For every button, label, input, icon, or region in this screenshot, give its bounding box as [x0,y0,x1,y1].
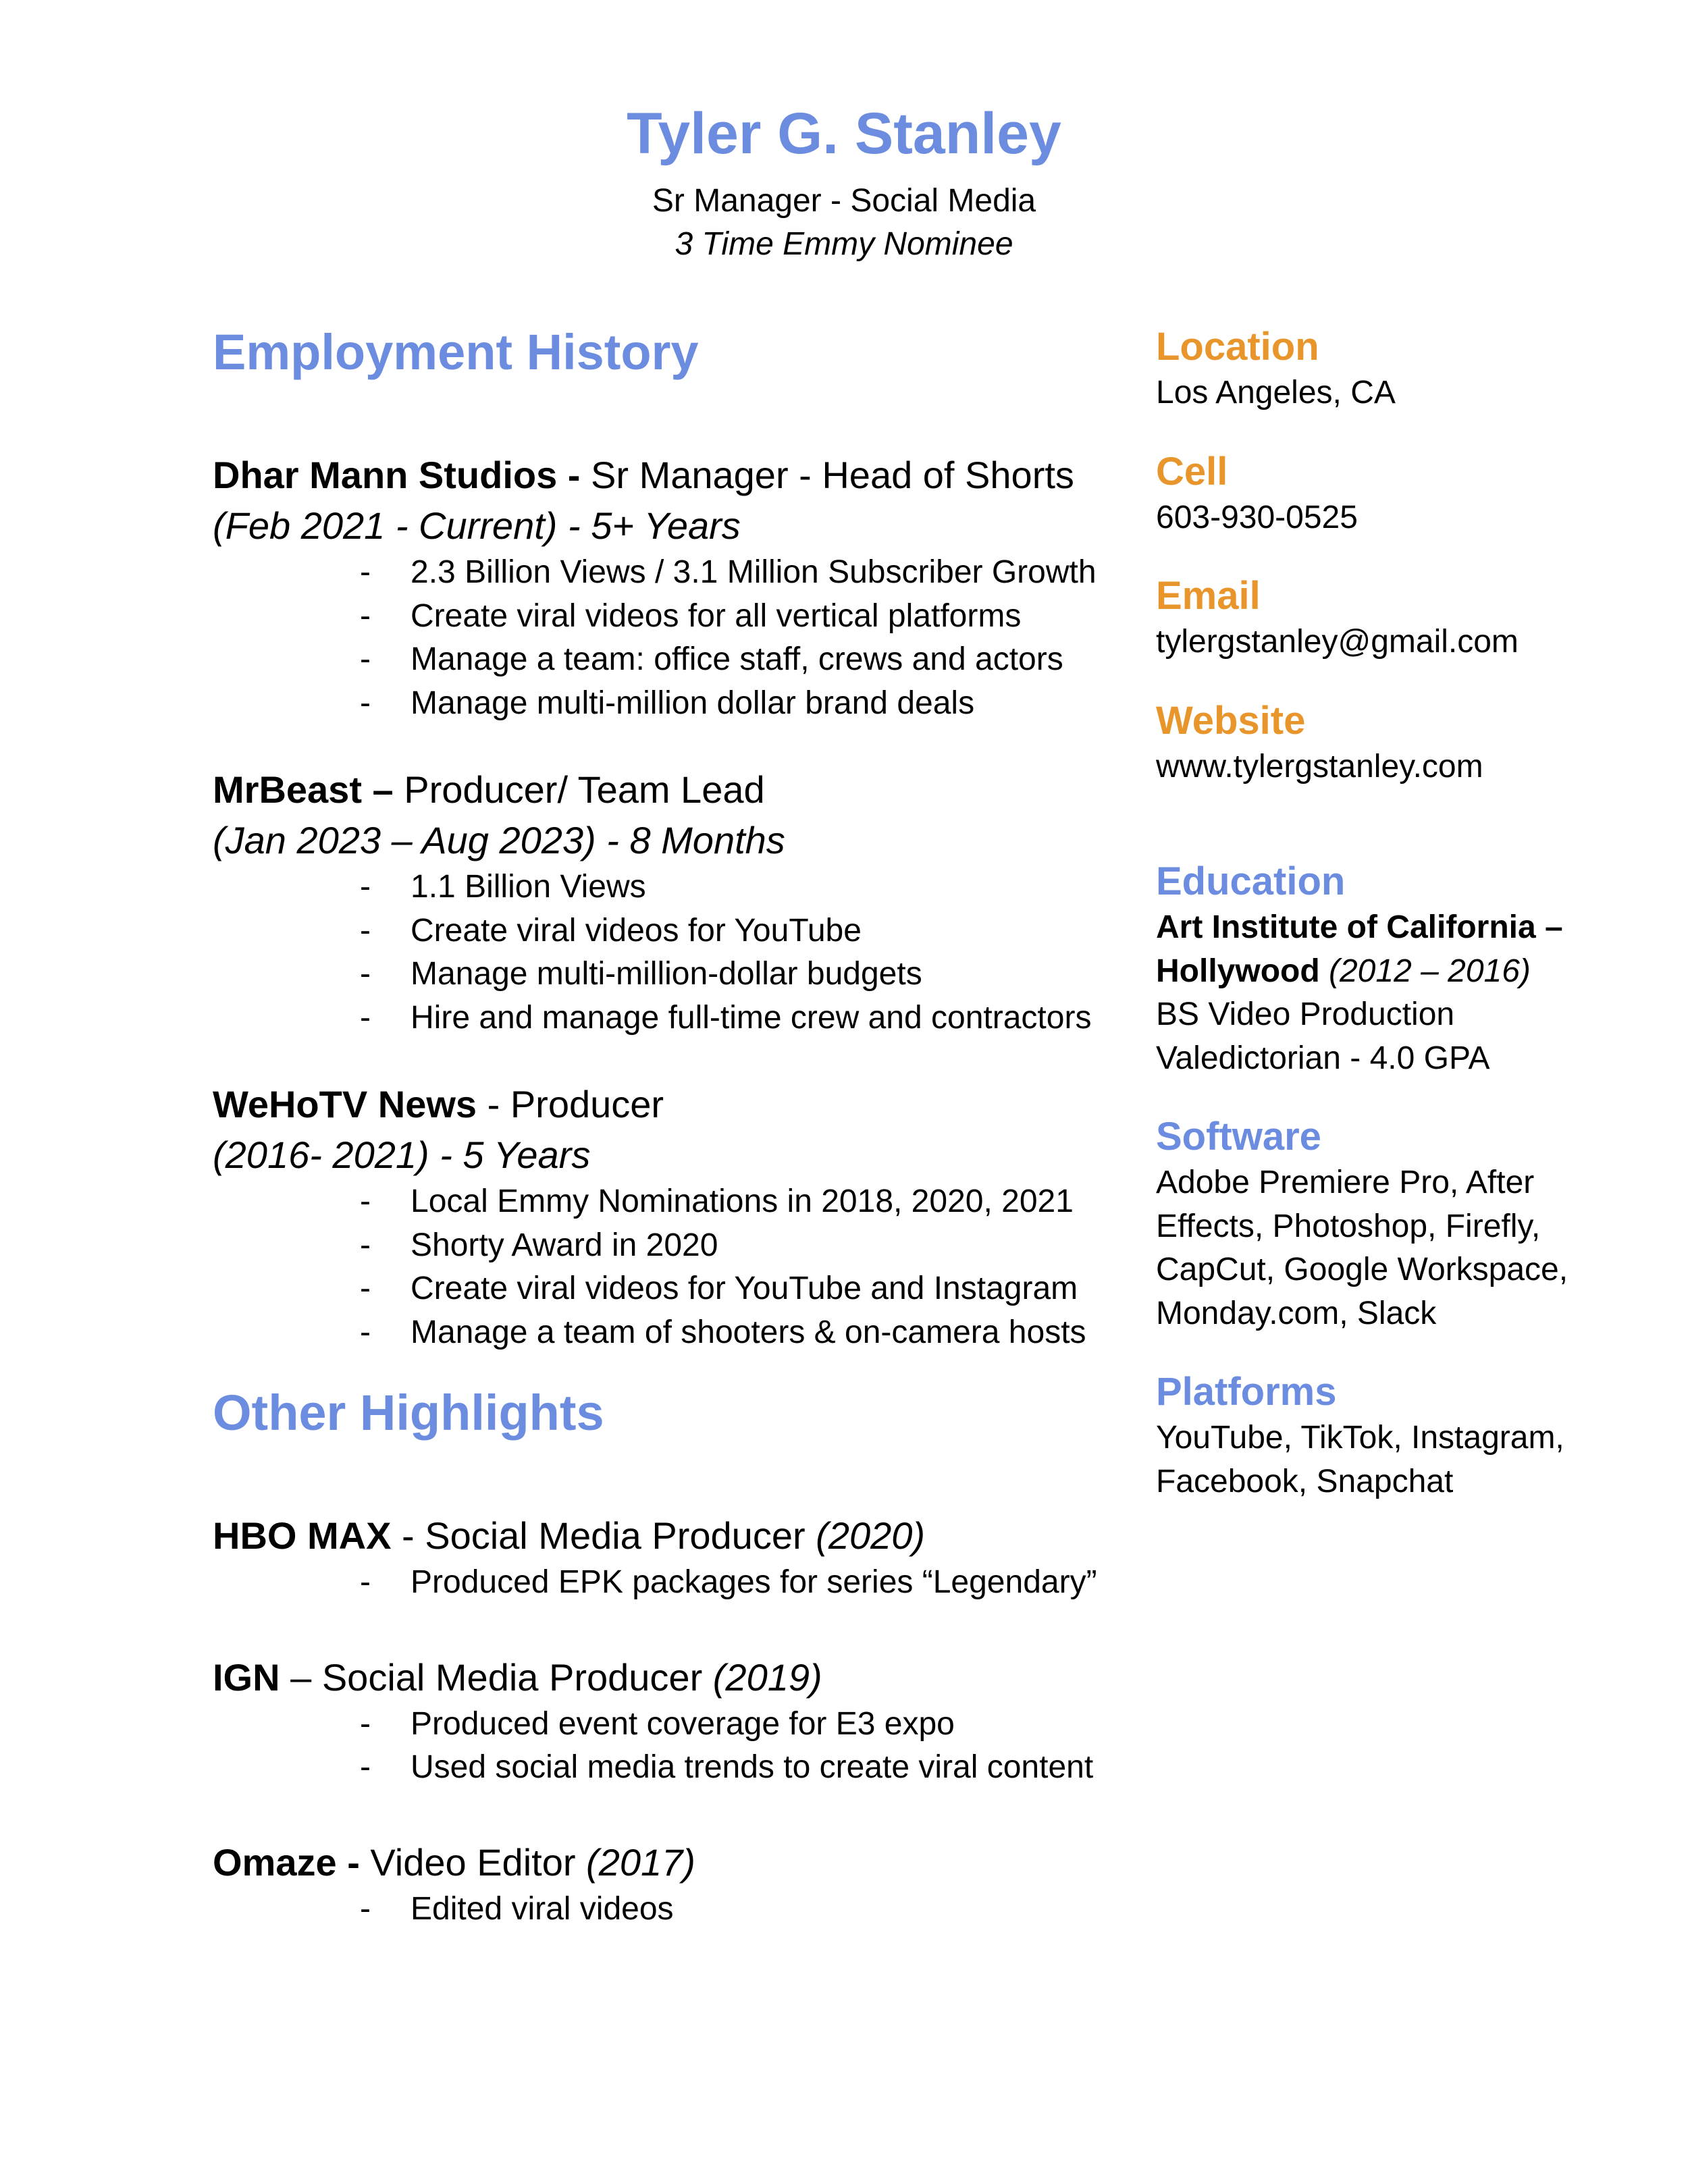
bullet-item: - Create viral videos for YouTube and Instagram [360,1271,1078,1306]
main-column [213,321,1144,1931]
location-label: Location [1156,325,1319,369]
bullet-item: - Produced event coverage for E3 expo [360,1705,955,1742]
honor: Valedictorian - 4.0 GPA [1156,1040,1490,1076]
job-period: (Feb 2021 - Current) - 5+ Years [213,504,741,547]
highlight-title: IGN – Social Media Producer (2019) [213,1655,822,1699]
highlight-entry [213,1510,1144,1605]
highlight-title: Omaze - Video Editor (2017) [213,1840,695,1884]
job-entry [213,1079,1144,1354]
candidate-name: Tyler G. Stanley [627,101,1061,166]
cell-value: 603-930-0525 [1156,499,1358,535]
highlight-bullets [213,1703,1144,1790]
bullet-item: - Manage a team of shooters & on-camera hosts [360,1314,1086,1350]
bullet-item: - Hire and manage full-time crew and contractors [360,999,1092,1036]
bullet-item: - Create viral videos for YouTube [360,912,862,949]
bullet-item: - Manage a team: office staff, crews and actors [360,641,1063,677]
job-company: WeHoTV News [213,1083,477,1125]
platforms-label: Platforms [1156,1370,1337,1414]
job-title [213,764,1144,815]
job-bullets [213,865,1144,1040]
highlight-company: HBO MAX [213,1514,392,1557]
highlight-company: IGN [213,1655,280,1699]
job-role: Sr Manager - Head of Shorts [580,454,1074,496]
job-company: Dhar Mann Studios - [213,454,581,496]
school-name-line2: Hollywood (2012 – 2016) [1156,953,1531,989]
job-role: - Producer [477,1083,664,1125]
bullet-item: - Manage multi-million dollar brand deals [360,685,975,721]
highlight-bullets [213,1561,1144,1605]
bullet-item: - Used social media trends to create viral content [360,1749,1094,1785]
highlight-company: Omaze - [213,1840,360,1884]
highlight-entry [213,1837,1144,1932]
cell-label: Cell [1156,449,1228,494]
employment-history-heading: Employment History [213,324,699,380]
email-label: Email [1156,574,1261,618]
job-title [213,450,1144,500]
other-highlights-heading: Other Highlights [213,1385,604,1441]
resume-header [0,100,1688,266]
location-value: Los Angeles, CA [1156,375,1396,410]
highlight-entry [213,1652,1144,1790]
highlight-bullets [213,1888,1144,1932]
email-value: tylergstanley@gmail.com [1156,624,1519,660]
bullet-item: - 2.3 Billion Views / 3.1 Million Subscriber Growth [360,554,1097,590]
job-entry [213,450,1144,725]
website-label: Website [1156,698,1306,743]
software-line: Monday.com, Slack [1156,1295,1437,1331]
bullet-item: - Local Emmy Nominations in 2018, 2020, 2021 [360,1183,1074,1219]
platforms-line: Facebook, Snapchat [1156,1463,1454,1499]
school-name-line1: Art Institute of California – [1156,909,1563,945]
software-line: Adobe Premiere Pro, After [1156,1165,1535,1200]
candidate-subtitle: Sr Manager - Social Media [652,183,1036,219]
bullet-item: - 1.1 Billion Views [360,869,646,905]
bullet-item: - Shorty Award in 2020 [360,1227,718,1263]
software-line: Effects, Photoshop, Firefly, [1156,1208,1541,1244]
job-title [213,1079,1144,1129]
candidate-tagline: 3 Time Emmy Nominee [675,226,1013,262]
bullet-item: - Manage multi-million-dollar budgets [360,956,922,992]
education-label: Education [1156,859,1346,903]
bullet-item: - Create viral videos for all vertical platforms [360,597,1022,634]
bullet-item: - Produced EPK packages for series “Legendary” [360,1564,1097,1600]
job-entry [213,764,1144,1040]
job-period: (Jan 2023 – Aug 2023) - 8 Months [213,819,785,861]
job-bullets [213,551,1144,725]
bullet-item: - Edited viral videos [360,1890,674,1927]
job-bullets [213,1180,1144,1354]
job-role: Producer/ Team Lead [393,768,765,811]
job-period: (2016- 2021) - 5 Years [213,1134,591,1176]
highlight-title: HBO MAX - Social Media Producer (2020) [213,1514,926,1557]
platforms-line: YouTube, TikTok, Instagram, [1156,1420,1564,1456]
degree: BS Video Production [1156,996,1455,1032]
software-line: CapCut, Google Workspace, [1156,1252,1568,1287]
sidebar [1156,323,1629,1503]
job-company: MrBeast – [213,768,394,811]
website-value: www.tylergstanley.com [1156,748,1483,784]
software-label: Software [1156,1115,1321,1158]
